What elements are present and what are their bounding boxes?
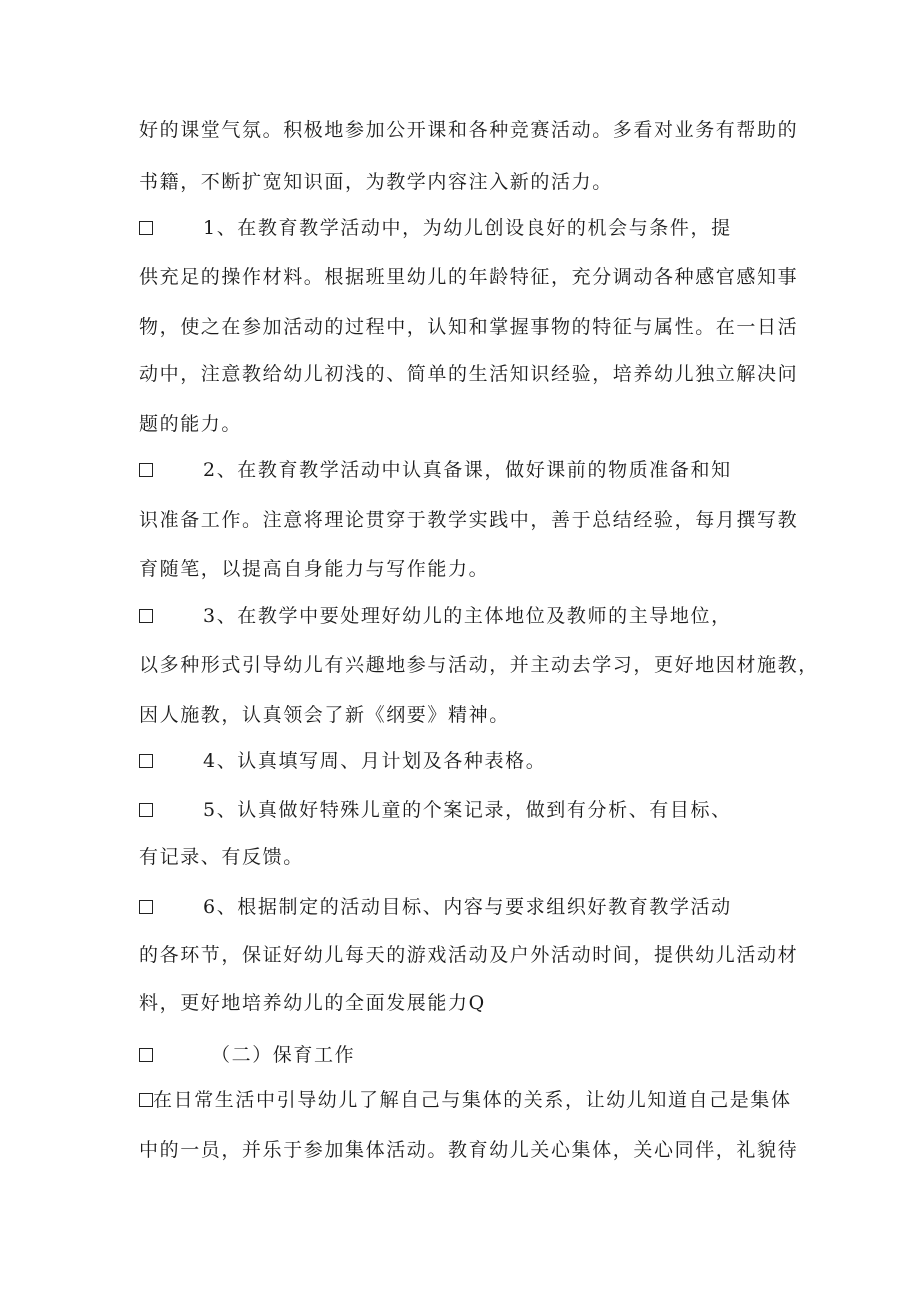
checkbox-glyph-icon bbox=[139, 221, 153, 235]
text-line: 供充足的操作材料。根据班里幼儿的年龄特征，充分调动各种感官感知事 bbox=[139, 266, 799, 288]
list-item-6 bbox=[139, 894, 732, 920]
text-line: 料，更好地培养幼儿的全面发展能力Q bbox=[139, 992, 486, 1014]
text-line: 育随笔，以提高自身能力与写作能力。 bbox=[139, 558, 490, 580]
list-item-text: 2、在教育教学活动中认真备课，做好课前的物质准备和知 bbox=[203, 459, 732, 481]
checkbox-glyph-icon bbox=[139, 803, 153, 817]
text-line: 有记录、有反馈。 bbox=[139, 846, 304, 868]
list-item-4 bbox=[139, 748, 547, 774]
text-line: 中的一员，并乐于参加集体活动。教育幼儿关心集体，关心同伴，礼貌待 bbox=[139, 1139, 799, 1161]
text-line: 物，使之在参加活动的过程中，认知和掌握事物的特征与属性。在一日活 bbox=[139, 316, 799, 338]
checkbox-glyph-icon bbox=[139, 1048, 153, 1062]
list-item-text: 3、在教学中要处理好幼儿的主体地位及教师的主导地位， bbox=[203, 605, 732, 627]
checkbox-glyph-icon bbox=[139, 754, 153, 768]
text-line: 好的课堂气氛。积极地参加公开课和各种竞赛活动。多看对业务有帮助的 bbox=[139, 119, 799, 141]
text-line: 书籍，不断扩宽知识面，为教学内容注入新的活力。 bbox=[139, 171, 613, 193]
list-item-text: 4、认真填写周、月计划及各种表格。 bbox=[203, 750, 547, 772]
text-line: 动中，注意教给幼儿初浅的、简单的生活知识经验，培养幼儿独立解决问 bbox=[139, 363, 799, 385]
text-line: 题的能力。 bbox=[139, 413, 243, 435]
section-heading bbox=[139, 1042, 356, 1068]
list-item-text: 6、根据制定的活动目标、内容与要求组织好教育教学活动 bbox=[203, 896, 732, 918]
list-item-3 bbox=[139, 603, 732, 629]
text-line: 以多种形式引导幼儿有兴趣地参与活动，并主动去学习，更好地因材施教， bbox=[139, 654, 819, 676]
text-line: 因人施教，认真领会了新《纲要》精神。 bbox=[139, 704, 510, 726]
text-line: 识准备工作。注意将理论贯穿于教学实践中，善于总结经验，每月撰写教 bbox=[139, 509, 799, 531]
list-item-2 bbox=[139, 457, 732, 483]
text-line: 在日常生活中引导幼儿了解自己与集体的关系，让幼儿知道自己是集体 bbox=[153, 1089, 792, 1111]
checkbox-glyph-icon bbox=[139, 609, 153, 623]
list-item-text: 5、认真做好特殊儿童的个案记录，做到有分析、有目标、 bbox=[203, 799, 732, 821]
checkbox-glyph-icon bbox=[139, 463, 153, 477]
checkbox-glyph-icon bbox=[139, 900, 153, 914]
text-line: 的各环节，保证好幼儿每天的游戏活动及户外活动时间，提供幼儿活动材 bbox=[139, 944, 799, 966]
checkbox-glyph-icon bbox=[139, 1093, 153, 1107]
paragraph-first-line bbox=[139, 1087, 792, 1113]
section-heading-text: （二）保育工作 bbox=[211, 1044, 356, 1066]
list-item-5 bbox=[139, 797, 732, 823]
list-item-1 bbox=[139, 215, 732, 241]
list-item-text: 1、在教育教学活动中，为幼儿创设良好的机会与条件，提 bbox=[203, 217, 732, 239]
